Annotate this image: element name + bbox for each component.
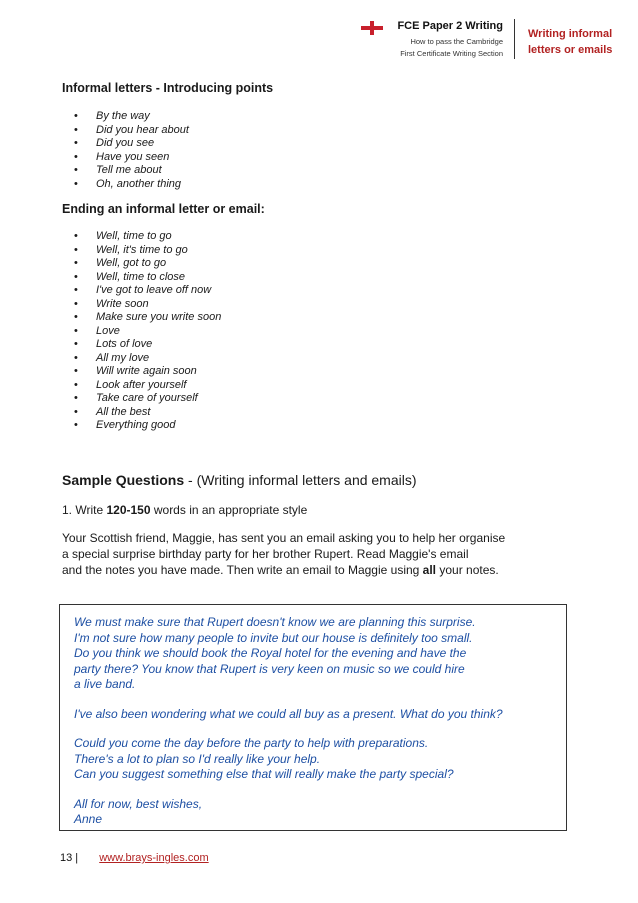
email-line: Could you come the day before the party to help with preparations.	[74, 736, 429, 750]
list-item: • I've got to leave off now	[62, 284, 582, 298]
header-divider	[514, 19, 515, 59]
email-line: I've also been wondering what we could all buy as a present. What do you think?	[74, 706, 503, 721]
list-item: • Oh, another thing	[62, 178, 582, 192]
list-item: • Lots of love	[62, 338, 582, 352]
list-item: • Tell me about	[62, 164, 582, 178]
england-flag-icon	[361, 21, 383, 35]
question-intro: Your Scottish friend, Maggie, has sent you an email asking you to help her organise a special surprise birthday party for her brother Rupert. Read Maggie's email and the notes you have made. Then write an email to Maggie using all your notes.	[62, 530, 506, 577]
introducing-heading: Informal letters - Introducing points	[62, 81, 274, 95]
email-line: a live band.	[74, 677, 136, 691]
introducing-list	[62, 110, 582, 191]
ending-list	[62, 230, 582, 433]
page-header	[0, 14, 638, 66]
email-line: All for now, best wishes,	[74, 796, 203, 811]
page-footer	[60, 852, 209, 864]
list-item: • All the best	[62, 406, 582, 420]
list-item: • Make sure you write soon	[62, 311, 582, 325]
header-subtitle: How to pass the Cambridge First Certificate Writing Section	[400, 37, 503, 58]
list-item: • Everything good	[62, 419, 582, 433]
header-section-title: Writing informal letters or emails	[528, 28, 613, 56]
email-line: Can you suggest something else that will really make the party special?	[74, 767, 454, 781]
email-line: party there? You know that Rupert is very keen on music so we could hire	[74, 661, 465, 676]
header-title: FCE Paper 2 Writing	[397, 20, 503, 32]
email-line: There's a lot to plan so I'd really like your help.	[74, 751, 321, 766]
list-item: • Well, time to close	[62, 271, 582, 285]
list-item: • Write soon	[62, 298, 582, 312]
list-item: • Love	[62, 325, 582, 339]
list-item: • Will write again soon	[62, 365, 582, 379]
list-item: • Take care of yourself	[62, 392, 582, 406]
list-item: • Did you hear about	[62, 124, 582, 138]
email-line: I'm not sure how many people to invite but our house is definitely too small.	[74, 630, 473, 645]
email-line: We must make sure that Rupert doesn't know we are planning this surprise.	[74, 615, 476, 629]
email-line: Anne	[74, 812, 103, 826]
list-item: • All my love	[62, 352, 582, 366]
email-line	[74, 783, 554, 797]
sample-questions-title: Sample Questions - (Writing informal letters and emails)	[62, 471, 417, 488]
list-item: • Well, got to go	[62, 257, 582, 271]
email-line	[74, 693, 554, 707]
website-link[interactable]: www.brays-ingles.com	[99, 852, 209, 864]
page-number: 13 |	[60, 852, 79, 864]
list-item: • Well, it's time to go	[62, 244, 582, 258]
list-item: • Look after yourself	[62, 379, 582, 393]
list-item: • Did you see	[62, 137, 582, 151]
question-instruction: 1. Write 120-150 words in an appropriate style	[62, 502, 308, 517]
ending-heading: Ending an informal letter or email:	[62, 202, 265, 216]
email-text	[74, 615, 554, 828]
email-line: Do you think we should book the Royal hotel for the evening and have the	[74, 646, 467, 660]
list-item: • Well, time to go	[62, 230, 582, 244]
main-content	[62, 80, 582, 578]
email-line	[74, 722, 554, 736]
list-item: • Have you seen	[62, 151, 582, 165]
email-box	[59, 604, 567, 831]
list-item: • By the way	[62, 110, 582, 124]
